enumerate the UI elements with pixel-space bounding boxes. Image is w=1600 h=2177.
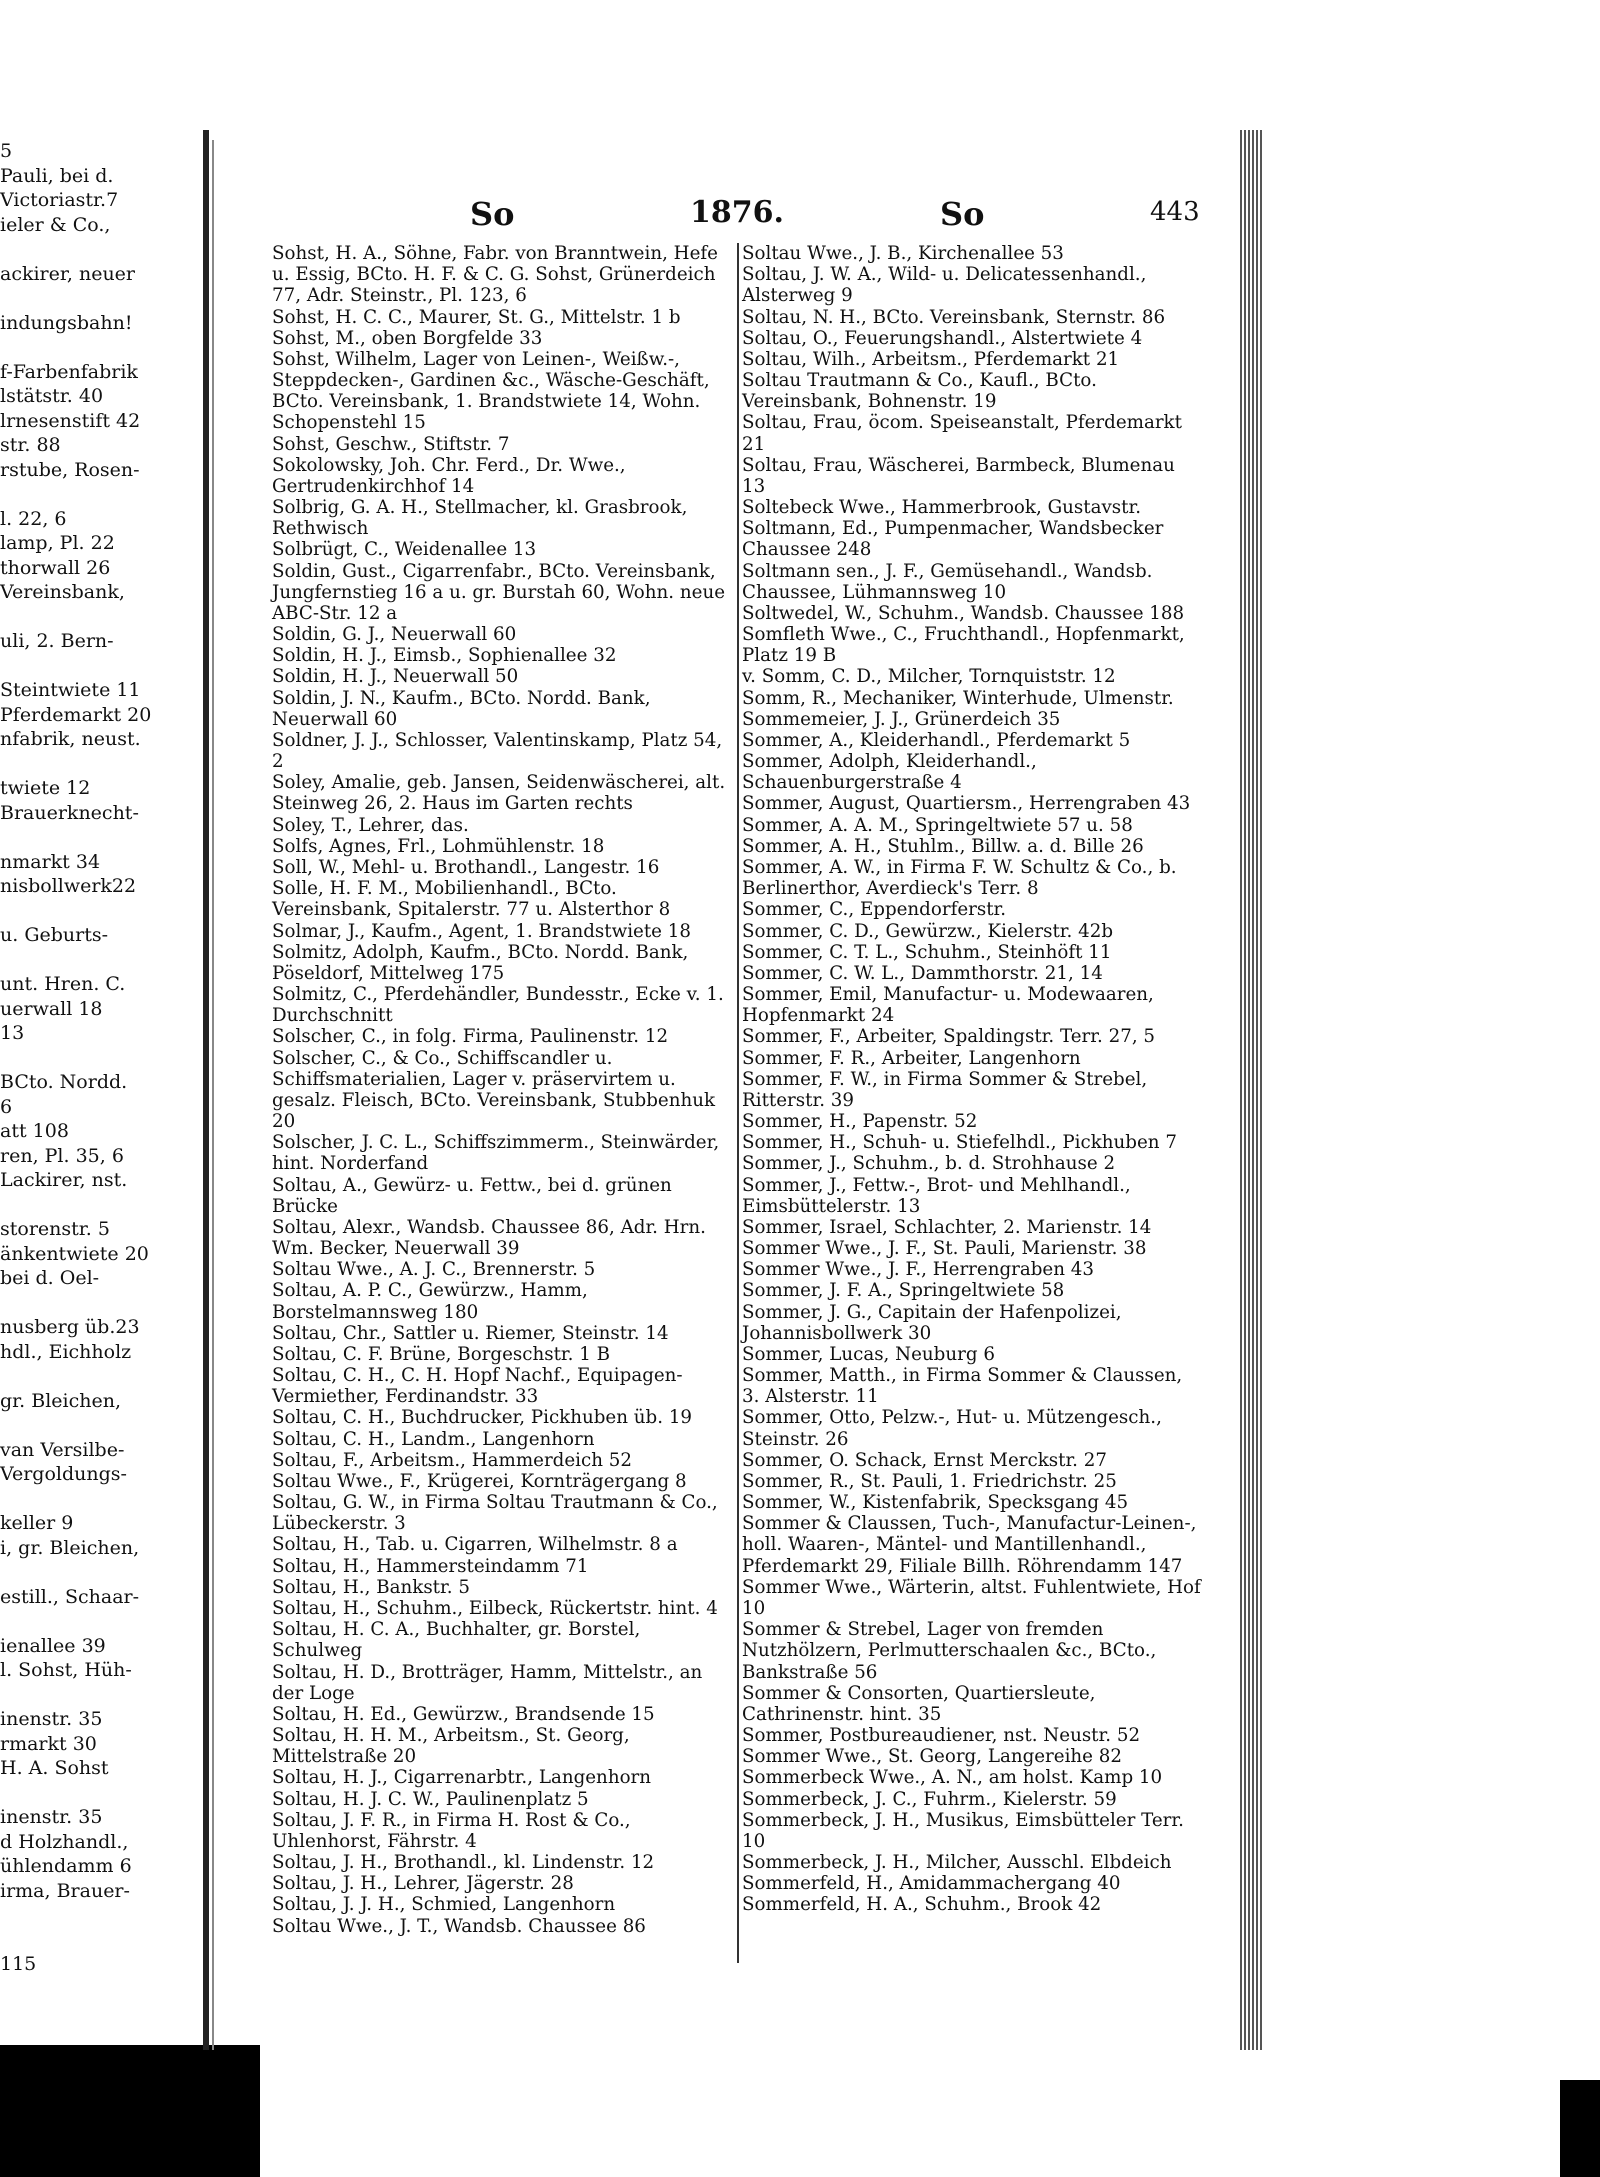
directory-entry: Solmitz, C., Pferdehändler, Bundesstr., Ecke v. 1. Durchschnitt xyxy=(272,984,724,1027)
left-page-line: Vergoldungs- xyxy=(0,1463,127,1485)
directory-entry: Soltau, Frau, Wäscherei, Barmbeck, Blumenau 13 xyxy=(742,454,1175,497)
directory-entry: Sommer, Matth., in Firma Sommer & Claussen, 3. Alsterstr. 11 xyxy=(742,1365,1183,1408)
directory-entry: Sommer, A. A. M., Springeltwiete 57 u. 58 xyxy=(742,814,1133,836)
left-page-line: estill., Schaar- xyxy=(0,1585,140,1608)
left-page-line: 13 xyxy=(0,1022,25,1044)
directory-entry: Sommer, Otto, Pelzw.-, Hut- u. Mützengesch., Steinstr. 26 xyxy=(742,1407,1162,1450)
directory-entry: Sommer, F. R., Arbeiter, Langenhorn xyxy=(742,1047,1081,1069)
left-page-line: nmarkt 34 xyxy=(0,850,101,873)
directory-entry: Sommerbeck Wwe., A. N., am holst. Kamp 10 xyxy=(742,1767,1163,1789)
book-spine xyxy=(203,130,209,2050)
directory-entry: Soltau, H., Bankstr. 5 xyxy=(272,1576,470,1598)
left-page-fragment xyxy=(0,140,205,2040)
left-page-line: Pferdemarkt 20 xyxy=(0,703,152,726)
left-page-line: att 108 xyxy=(0,1120,69,1142)
left-page-line: nusberg üb.23 xyxy=(0,1316,140,1338)
directory-entry: Soltau Wwe., F., Krügerei, Kornträgergang 8 xyxy=(272,1470,687,1492)
directory-entry: Soltwedel, W., Schuhm., Wandsb. Chaussee 188 xyxy=(742,602,1185,624)
directory-entry: Sommer, Adolph, Kleiderhandl., Schauenburgerstraße 4 xyxy=(742,751,1037,794)
directory-entry: Soltau, Wilh., Arbeitsm., Pferdemarkt 21 xyxy=(742,348,1120,370)
directory-entry: Soltau, H. H. M., Arbeitsm., St. Georg, Mittelstraße 20 xyxy=(272,1725,630,1768)
left-page-line: 6 xyxy=(0,1095,13,1118)
left-page-line: Lackirer, nst. xyxy=(0,1169,128,1191)
directory-entry: Sokolowsky, Joh. Chr. Ferd., Dr. Wwe., Gertrudenkirchhof 14 xyxy=(272,454,626,497)
directory-entry: v. Somm, C. D., Milcher, Tornquiststr. 12 xyxy=(742,666,1116,688)
directory-entry: Sohst, Wilhelm, Lager von Leinen-, Weißw.-, Steppdecken-, Gardinen &c., Wäsche-Geschäft, BCto. Vereinsbank, 1. Brandstwiete 14, Wohn. Schopenstehl 15 xyxy=(272,348,710,434)
left-page-line: str. 88 xyxy=(0,434,61,456)
directory-entry: Soltau, A., Gewürz- u. Fettw., bei d. grünen Brücke xyxy=(272,1174,672,1217)
left-page-line: rstube, Rosen- xyxy=(0,458,140,481)
directory-entry: Sommer & Consorten, Quartiersleute, Cathrinenstr. hint. 35 xyxy=(742,1682,1096,1725)
left-page-line: nisbollwerk22 xyxy=(0,875,137,897)
directory-entry: Sommer, R., St. Pauli, 1. Friedrichstr. 25 xyxy=(742,1470,1117,1492)
left-page-line: ren, Pl. 35, 6 xyxy=(0,1144,124,1167)
left-page-line: thorwall 26 xyxy=(0,556,111,579)
directory-entry: Sommer, C. W. L., Dammthorstr. 21, 14 xyxy=(742,962,1103,984)
directory-entry: Sohst, H. C. C., Maurer, St. G., Mittelstr. 1 b xyxy=(272,306,681,328)
directory-entry: Sommerbeck, J. H., Musikus, Eimsbütteler Terr. 10 xyxy=(742,1809,1184,1852)
directory-entry: Soltau, J. H., Brothandl., kl. Lindenstr. 12 xyxy=(272,1852,655,1874)
left-page-line: lstätstr. 40 xyxy=(0,385,104,407)
directory-entry: Sommer, C. D., Gewürzw., Kielerstr. 42b xyxy=(742,920,1114,942)
left-page-line: f-Farbenfabrik xyxy=(0,360,138,383)
directory-entry: Soltau, Alexr., Wandsb. Chaussee 86, Adr. Hrn. Wm. Becker, Neuerwall 39 xyxy=(272,1216,706,1260)
directory-entry: Sommer, Israel, Schlachter, 2. Marienstr. 14 xyxy=(742,1216,1152,1238)
left-page-line: ienallee 39 xyxy=(0,1634,106,1657)
left-page-line: uerwall 18 xyxy=(0,997,103,1020)
directory-entry: Soltau, H., Hammersteindamm 71 xyxy=(272,1555,589,1577)
directory-entry: Soley, Amalie, geb. Jansen, Seidenwäscherei, alt. Steinweg 26, 2. Haus im Garten rechts xyxy=(272,772,726,815)
directory-entry: Soldin, G. J., Neuerwall 60 xyxy=(272,624,517,646)
directory-entry: Solle, H. F. M., Mobilienhandl., BCto. Vereinsbank, Spitalerstr. 77 u. Alsterthor 8 xyxy=(272,878,671,921)
directory-entry: Sommerbeck, J. C., Fuhrm., Kielerstr. 59 xyxy=(742,1788,1117,1810)
directory-entry: Soltau, H. J., Cigarrenarbtr., Langenhorn xyxy=(272,1767,652,1789)
left-page-line: änkentwiete 20 xyxy=(0,1242,149,1265)
directory-entry: Soltmann, Ed., Pumpenmacher, Wandsbecker Chaussee 248 xyxy=(742,518,1164,561)
directory-entry: Sohst, Geschw., Stiftstr. 7 xyxy=(272,433,510,455)
directory-entry: Soltau, H. Ed., Gewürzw., Brandsende 15 xyxy=(272,1703,655,1725)
directory-entry: Sommer, A., Kleiderhandl., Pferdemarkt 5 xyxy=(742,729,1131,751)
column-divider xyxy=(737,243,739,1963)
directory-entry: Soltau, F., Arbeitsm., Hammerdeich 52 xyxy=(272,1449,633,1471)
directory-entry: Sommer, A. W., in Firma F. W. Schultz & Co., b. Berlinerthor, Averdieck's Terr. 8 xyxy=(742,856,1177,900)
directory-entry: Solmar, J., Kaufm., Agent, 1. Brandstwiete 18 xyxy=(272,920,692,942)
left-page-line: Brauerknecht- xyxy=(0,801,139,824)
directory-entry: Sommer Wwe., Wärterin, altst. Fuhlentwiete, Hof 10 xyxy=(742,1576,1201,1619)
directory-entry: Somm, R., Mechaniker, Winterhude, Ulmenstr. xyxy=(742,687,1174,709)
left-page-line: l. Sohst, Hüh- xyxy=(0,1659,132,1681)
left-page-line: indungsbahn! xyxy=(0,311,133,334)
directory-entry: Sommer, A. H., Stuhlm., Billw. a. d. Bille 26 xyxy=(742,835,1144,857)
left-page-line: storenstr. 5 xyxy=(0,1218,110,1240)
directory-entry: Sommer & Strebel, Lager von fremden Nutzhölzern, Perlmutterschaalen &c., BCto., Bankstraße 56 xyxy=(742,1619,1157,1683)
directory-entry: Sommerbeck, J. H., Milcher, Ausschl. Elbdeich xyxy=(742,1852,1172,1874)
directory-entry: Soldin, Gust., Cigarrenfabr., BCto. Vereinsbank, Jungfernstieg 16 a u. gr. Burstah 60, Wohn. neue ABC-Str. 12 a xyxy=(272,560,725,624)
left-page-line: van Versilbe- xyxy=(0,1438,125,1461)
left-page-line: hdl., Eichholz xyxy=(0,1340,132,1363)
directory-entry: Sommer Wwe., J. F., Herrengraben 43 xyxy=(742,1259,1094,1281)
directory-entry: Sommerfeld, H. A., Schuhm., Brook 42 xyxy=(742,1894,1102,1916)
directory-entry: Soltau Wwe., A. J. C., Brennerstr. 5 xyxy=(272,1259,596,1281)
directory-entry: Soltau, H. D., Brotträger, Hamm, Mittelstr., an der Loge xyxy=(272,1661,703,1704)
directory-entry: Solscher, C., & Co., Schiffscandler u. Schiffsmaterialien, Lager v. präservirtem u. gesalz. Fleisch, BCto. Vereinsbank, Stubbenhuk 20 xyxy=(272,1047,716,1133)
directory-entry: Soltebeck Wwe., Hammerbrook, Gustavstr. xyxy=(742,497,1142,519)
directory-entry: Sommerfeld, H., Amidammachergang 40 xyxy=(742,1873,1121,1895)
directory-entry: Soltau Trautmann & Co., Kaufl., BCto. Vereinsbank, Bohnenstr. 19 xyxy=(742,370,1097,413)
directory-entry: Soltau, G. W., in Firma Soltau Trautmann & Co., Lübeckerstr. 3 xyxy=(272,1492,718,1535)
directory-entry: Soltau, Frau, öcom. Speiseanstalt, Pferdemarkt 21 xyxy=(742,412,1182,455)
left-page-line: u. Geburts- xyxy=(0,924,109,946)
directory-entry: Sommer, O. Schack, Ernst Merckstr. 27 xyxy=(742,1449,1107,1471)
directory-entry: Soltau, J. J. H., Schmied, Langenhorn xyxy=(272,1894,616,1916)
left-page-line: inenstr. 35 xyxy=(0,1708,103,1730)
scan-black-border xyxy=(0,2045,260,2177)
left-column xyxy=(272,243,735,1937)
page-stack-edge xyxy=(1240,130,1262,2050)
scan-black-corner xyxy=(1560,2080,1600,2177)
directory-entry: Soltau, H., Schuhm., Eilbeck, Rückertstr. hint. 4 xyxy=(272,1598,718,1619)
directory-entry: Somfleth Wwe., C., Fruchthandl., Hopfenmarkt, Platz 19 B xyxy=(742,624,1185,667)
left-page-line: uli, 2. Bern- xyxy=(0,630,114,652)
directory-entry: Soltau Wwe., J. T., Wandsb. Chaussee 86 xyxy=(272,1915,646,1937)
left-page-line: Vereinsbank, xyxy=(0,581,125,603)
directory-entry: Soltau, J. F. R., in Firma H. Rost & Co., Uhlenhorst, Fährstr. 4 xyxy=(272,1809,631,1852)
directory-entry: Sommemeier, J. J., Grünerdeich 35 xyxy=(742,708,1061,730)
directory-entry: Solbrügt, C., Weidenallee 13 xyxy=(272,539,537,561)
left-page-line: 5 xyxy=(0,140,13,162)
left-page-line: H. A. Sohst xyxy=(0,1757,109,1779)
directory-entry: Soltau, C. H., Buchdrucker, Pickhuben üb. 19 xyxy=(272,1407,693,1429)
left-page-line: bei d. Oel- xyxy=(0,1267,100,1289)
directory-entry: Soltau, H. J. C. W., Paulinenplatz 5 xyxy=(272,1788,589,1810)
directory-entry: Soltau Wwe., J. B., Kirchenallee 53 xyxy=(742,243,1064,264)
directory-entry: Sommer Wwe., St. Georg, Langereihe 82 xyxy=(742,1746,1122,1768)
directory-entry: Soltau, J. W. A., Wild- u. Delicatessenhandl., Alsterweg 9 xyxy=(742,264,1147,307)
directory-entry: Soltau, H. C. A., Buchhalter, gr. Borstel, Schulweg xyxy=(272,1619,641,1662)
directory-entry: Soldin, J. N., Kaufm., BCto. Nordd. Bank, Neuerwall 60 xyxy=(272,687,651,730)
left-page-line: keller 9 xyxy=(0,1512,74,1534)
left-page-line: Victoriastr.7 xyxy=(0,189,119,211)
directory-entry: Soldner, J. J., Schlosser, Valentinskamp, Platz 54, 2 xyxy=(272,729,723,773)
left-page-line: unt. Hren. C. xyxy=(0,973,126,995)
right-column xyxy=(742,243,1202,1916)
directory-entry: Solfs, Agnes, Frl., Lohmühlenstr. 18 xyxy=(272,835,605,857)
directory-entry: Soltau, C. H., Landm., Langenhorn xyxy=(272,1428,595,1450)
left-page-line: Pauli, bei d. xyxy=(0,164,114,187)
directory-entry: Sommer, J. F. A., Springeltwiete 58 xyxy=(742,1280,1065,1302)
directory-entry: Sommer, J., Fettw.-, Brot- und Mehlhandl., Eimsbüttelerstr. 13 xyxy=(742,1174,1131,1217)
left-page-line: lrnesenstift 42 xyxy=(0,409,141,432)
page-header xyxy=(470,195,1210,235)
left-page-line: lamp, Pl. 22 xyxy=(0,532,115,554)
directory-entry: Sommer, Postbureaudiener, nst. Neustr. 52 xyxy=(742,1725,1141,1747)
directory-entry: Solscher, J. C. L., Schiffszimmerm., Steinwärder, hint. Norderfand xyxy=(272,1132,720,1175)
left-page-line: BCto. Nordd. xyxy=(0,1071,128,1093)
directory-entry: Soll, W., Mehl- u. Brothandl., Langestr. 16 xyxy=(272,856,660,878)
directory-entry: Sommer, Lucas, Neuburg 6 xyxy=(742,1343,995,1365)
page-number: 443 xyxy=(1150,197,1200,227)
directory-entry: Sommer & Claussen, Tuch-, Manufactur-Leinen-, holl. Waaren-, Mäntel- und Mantillenhandl., Pferdemarkt 29, Filiale Billh. Röhrendamm 147 xyxy=(742,1513,1197,1577)
directory-entry: Sommer, F. W., in Firma Sommer & Strebel, Ritterstr. 39 xyxy=(742,1068,1148,1111)
directory-entry: Sommer Wwe., J. F., St. Pauli, Marienstr. 38 xyxy=(742,1238,1147,1260)
directory-entry: Soldin, H. J., Neuerwall 50 xyxy=(272,666,519,688)
left-page-line: d Holzhandl., xyxy=(0,1830,129,1853)
directory-entry: Soltau, A. P. C., Gewürzw., Hamm, Borstelmannsweg 180 xyxy=(272,1280,588,1323)
left-page-line: inenstr. 35 xyxy=(0,1806,103,1828)
left-page-line: gr. Bleichen, xyxy=(0,1389,121,1412)
directory-entry: Soltau, O., Feuerungshandl., Alstertwiete 4 xyxy=(742,327,1143,349)
directory-entry: Sommer, W., Kistenfabrik, Specksgang 45 xyxy=(742,1492,1129,1514)
right-guide-word: So xyxy=(940,195,985,233)
directory-entry: Soldin, H. J., Eimsb., Sophienallee 32 xyxy=(272,645,617,667)
directory-entry: Sommer, J., Schuhm., b. d. Strohhause 2 xyxy=(742,1153,1116,1175)
directory-entry: Solscher, C., in folg. Firma, Paulinenstr. 12 xyxy=(272,1026,669,1048)
left-page-line: ackirer, neuer xyxy=(0,262,136,285)
directory-entry: Soltau, N. H., BCto. Vereinsbank, Sternstr. 86 xyxy=(742,306,1166,328)
directory-entry: Soltau, Chr., Sattler u. Riemer, Steinstr. 14 xyxy=(272,1322,669,1344)
directory-entry: Sohst, H. A., Söhne, Fabr. von Branntwein, Hefe u. Essig, BCto. H. F. & C. G. Sohst, Grünerdeich 77, Adr. Steinstr., Pl. 123, 6 xyxy=(272,243,718,307)
left-page-line: 115 xyxy=(0,1953,37,1975)
directory-entry: Soltmann sen., J. F., Gemüsehandl., Wandsb. Chaussee, Lühmannsweg 10 xyxy=(742,560,1153,603)
directory-entry: Sommer, H., Papenstr. 52 xyxy=(742,1111,978,1133)
directory-entry: Solmitz, Adolph, Kaufm., BCto. Nordd. Bank, Pöseldorf, Mittelweg 175 xyxy=(272,941,689,984)
left-page-line: ühlendamm 6 xyxy=(0,1855,132,1877)
directory-entry: Sommer, August, Quartiersm., Herrengraben 43 xyxy=(742,793,1191,815)
directory-entry: Soltau, H., Tab. u. Cigarren, Wilhelmstr. 8 a xyxy=(272,1534,678,1556)
directory-entry: Sommer, H., Schuh- u. Stiefelhdl., Pickhuben 7 xyxy=(742,1132,1177,1154)
directory-entry: Sommer, J. G., Capitain der Hafenpolizei, Johannisbollwerk 30 xyxy=(742,1301,1122,1344)
left-page-line: l. 22, 6 xyxy=(0,507,67,530)
left-page-line: ieler & Co., xyxy=(0,213,111,236)
directory-entry: Soley, T., Lehrer, das. xyxy=(272,814,469,836)
directory-entry: Solbrig, G. A. H., Stellmacher, kl. Grasbrook, Rethwisch xyxy=(272,497,688,540)
directory-entry: Sommer, C. T. L., Schuhm., Steinhöft 11 xyxy=(742,941,1112,963)
directory-entry: Soltau, J. H., Lehrer, Jägerstr. 28 xyxy=(272,1873,574,1895)
left-page-line: irma, Brauer- xyxy=(0,1879,130,1902)
directory-entry: Sommer, F., Arbeiter, Spaldingstr. Terr. 27, 5 xyxy=(742,1026,1156,1048)
directory-entry: Soltau, C. H., C. H. Hopf Nachf., Equipagen-Vermiether, Ferdinandstr. 33 xyxy=(272,1365,683,1408)
left-page-line: twiete 12 xyxy=(0,777,91,799)
left-page-line: Steintwiete 11 xyxy=(0,679,141,701)
directory-entry: Sommer, Emil, Manufactur- u. Modewaaren, Hopfenmarkt 24 xyxy=(742,984,1154,1027)
left-guide-word: So xyxy=(470,195,515,233)
year-heading: 1876. xyxy=(690,195,784,230)
left-page-line: rmarkt 30 xyxy=(0,1732,97,1755)
left-page-line: i, gr. Bleichen, xyxy=(0,1536,140,1559)
directory-entry: Sommer, C., Eppendorferstr. xyxy=(742,899,1007,921)
directory-entry: Soltau, C. F. Brüne, Borgeschstr. 1 B xyxy=(272,1343,611,1365)
directory-entry: Sohst, M., oben Borgfelde 33 xyxy=(272,327,543,349)
book-gutter-line xyxy=(212,140,214,2050)
left-page-line: nfabrik, neust. xyxy=(0,728,141,750)
